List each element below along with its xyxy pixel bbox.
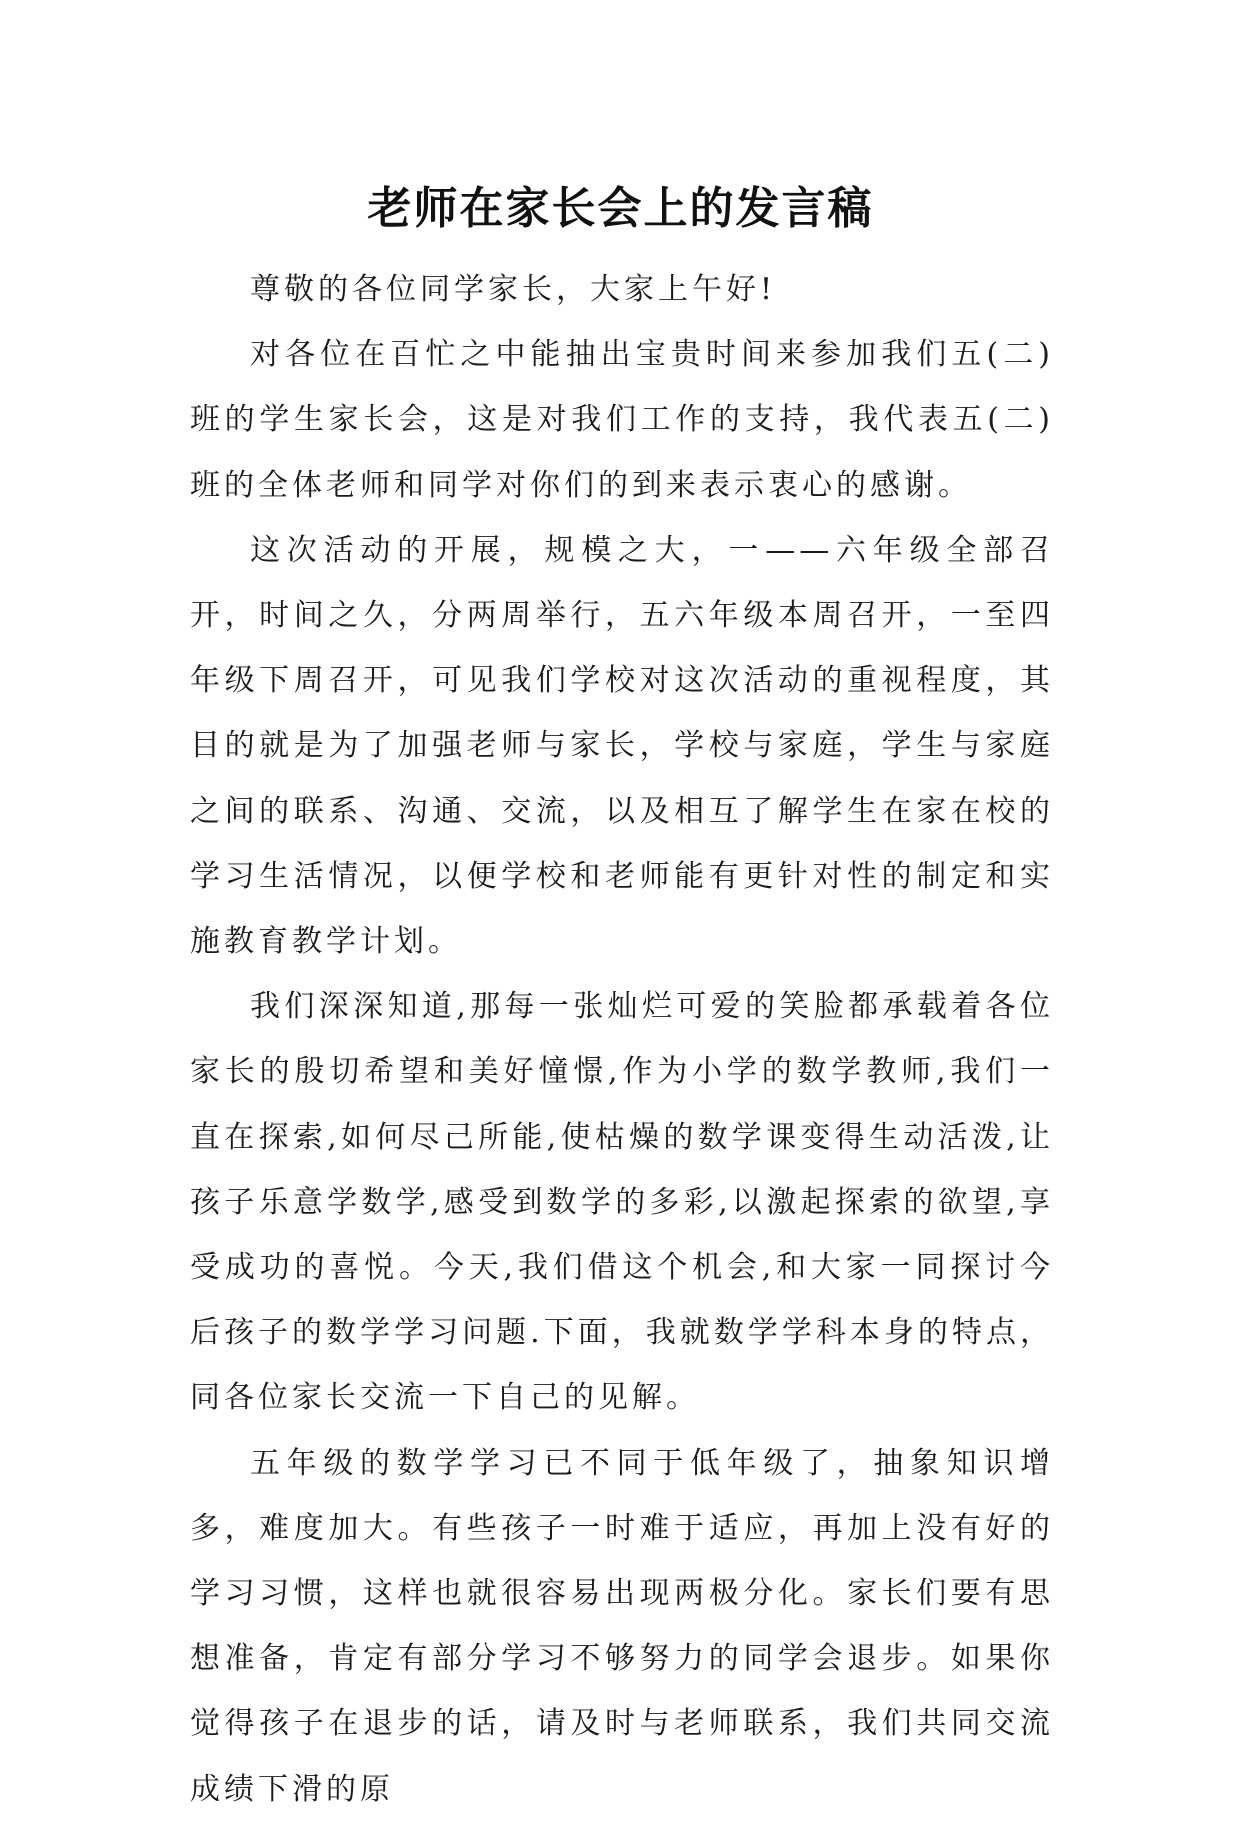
document-body — [190, 257, 1054, 1822]
paragraph-thanks: 对各位在百忙之中能抽出宝贵时间来参加我们五(二)班的学生家长会，这是对我们工作的支持，我代表五(二)班的全体老师和同学对你们的到来表示衷心的感谢。 — [190, 337, 1054, 503]
paragraph-grade-five: 五年级的数学学习已不同于低年级了，抽象知识增多，难度加大。有些孩子一时难于适应，再加上没有好的学习习惯，这样也就很容易出现两极分化。家长们要有思想准备，肯定有部分学习不够努力的同学会退步。如果你觉得孩子在退步的话，请及时与老师联系，我们共同交流成绩下滑的原 — [190, 1445, 1054, 1807]
paragraph-activity: 这次活动的开展，规模之大，一——六年级全部召开，时间之久，分两周举行，五六年级本周召开，一至四年级下周召开，可见我们学校对这次活动的重视程度，其目的就是为了加强老师与家长，学校与家庭，学生与家庭之间的联系、沟通、交流，以及相互了解学生在家在校的学习生活情况，以便学校和老师能有更针对性的制定和实施教育教学计划。 — [190, 532, 1054, 960]
document-title: 老师在家长会上的发言稿 — [367, 183, 874, 235]
paragraph-math-teaching: 我们深深知道,那每一张灿烂可爱的笑脸都承载着各位家长的殷切希望和美好憧憬,作为小学的数学教师,我们一直在探索,如何尽己所能,使枯燥的数学课变得生动活泼,让孩子乐意学数学,感受到数学的多彩,以激起探索的欲望,享受成功的喜悦。今天,我们借这个机会,和大家一同探讨今后孩子的数学学习问题.下面，我就数学学科本身的特点，同各位家长交流一下自己的见解。 — [190, 989, 1054, 1416]
paragraph-greeting: 尊敬的各位同学家长，大家上午好! — [250, 272, 777, 307]
